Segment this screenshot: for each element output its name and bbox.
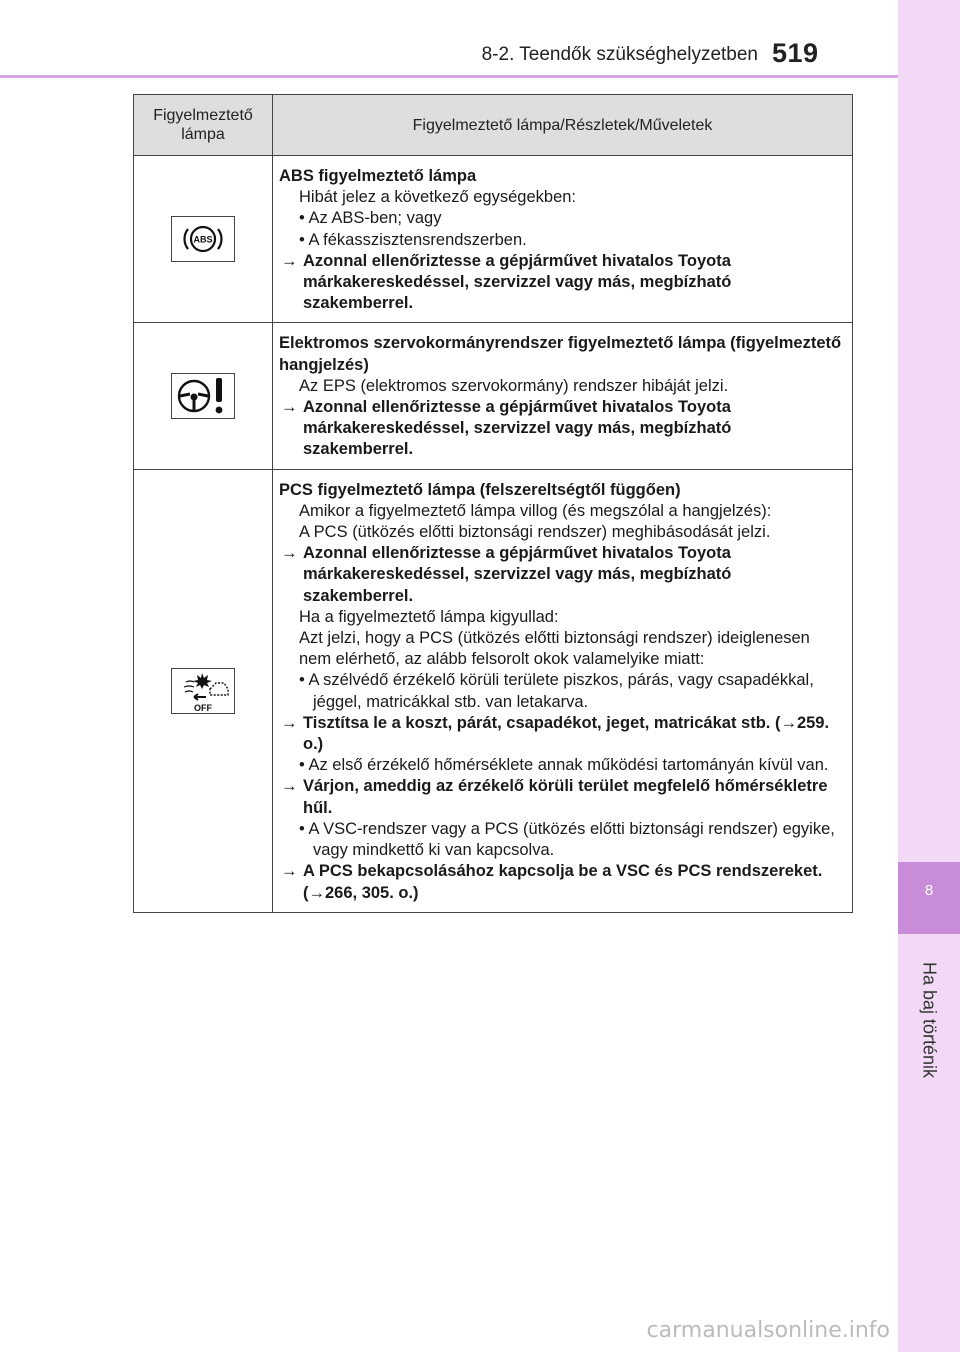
action-text: A PCS bekapcsolásához kapcsolja be a VSC és PCS rendszereket. (	[303, 862, 823, 902]
lamp-description	[273, 156, 853, 323]
action-text: Tisztítsa le a koszt, párát, csapadékot, jeget, matricákat stb. (	[303, 713, 781, 732]
header-divider	[0, 75, 898, 78]
table-header-details: Figyelmeztető lámpa/Részletek/Műveletek	[273, 95, 853, 156]
lamp-title: Elektromos szervokormányrendszer figyelmeztető lámpa (figyelmeztető hangjelzés)	[279, 334, 842, 374]
table-header-row	[134, 95, 853, 156]
lamp-description	[273, 323, 853, 469]
table-row	[134, 469, 853, 912]
watermark: carmanualsonline.info	[646, 1318, 890, 1343]
page-reference[interactable]: 266, 305. o.)	[325, 883, 419, 902]
action-text: Azonnal ellenőriztesse a gépjárművet hivatalos Toyota márkakereskedéssel, szervizzel vagy más, megbízható szakemberrel.	[303, 251, 732, 313]
pcs-off-label: OFF	[194, 702, 212, 713]
warning-lamp-table	[133, 94, 853, 913]
arrow-icon: →	[281, 862, 298, 881]
action-instruction	[279, 776, 842, 818]
table-header-lamp: Figyelmeztető lámpa	[134, 95, 273, 156]
eps-warning-icon	[171, 373, 235, 419]
arrow-icon: →	[281, 713, 298, 732]
lamp-detail-text: Azt jelzi, hogy a PCS (ütközés előtti biztonsági rendszer) ideiglenesen nem elérhető, az alább felsorolt okok valamelyike miatt:	[299, 629, 810, 669]
lamp-detail-text: Hibát jelez a következő egységekben:	[299, 188, 577, 207]
cause-bullet: • Az első érzékelő hőmérséklete annak működési tartományán kívül van.	[299, 756, 829, 775]
action-instruction	[279, 251, 842, 315]
chapter-sidetab	[898, 0, 960, 1352]
arrow-icon: →	[281, 251, 298, 270]
lamp-title: PCS figyelmeztető lámpa (felszereltségtől függően)	[279, 480, 681, 499]
table-row	[134, 156, 853, 323]
lamp-detail-text: Az EPS (elektromos szervokormány) rendszer hibáját jelzi.	[299, 376, 729, 395]
lamp-detail-text: A PCS (ütközés előtti biztonsági rendszer) meghibásodását jelzi.	[299, 523, 771, 542]
chapter-label: Ha baj történik	[919, 961, 940, 1079]
lamp-icon-cell	[134, 323, 273, 469]
cause-bullet: • Az ABS-ben; vagy	[299, 209, 442, 228]
page-ref-arrow-icon: →	[308, 883, 325, 902]
table-row	[134, 323, 853, 469]
action-text: Azonnal ellenőriztesse a gépjárművet hivatalos Toyota márkakereskedéssel, szervizzel vagy más, megbízható szakemberrel.	[303, 544, 732, 605]
arrow-icon: →	[281, 777, 298, 796]
svg-text:ABS: ABS	[193, 234, 213, 245]
action-instruction	[279, 543, 842, 607]
page-reference[interactable]: 259. o.)	[303, 713, 830, 754]
lamp-detail-text: Ha a figyelmeztető lámpa kigyullad:	[299, 607, 559, 626]
page-ref-arrow-icon: →	[780, 713, 797, 732]
action-text: Azonnal ellenőriztesse a gépjárművet hivatalos Toyota márkakereskedéssel, szervizzel vagy más, megbízható szakemberrel.	[303, 398, 732, 459]
arrow-icon: →	[281, 544, 298, 563]
section-title: 8-2. Teendők szükséghelyzetben	[481, 44, 758, 65]
pcs-off-icon	[171, 668, 235, 714]
cause-bullet: • A fékasszisztensrendszerben.	[299, 230, 527, 249]
lamp-icon-cell	[134, 469, 273, 912]
action-instruction	[279, 861, 842, 903]
chapter-number: 8	[924, 882, 934, 899]
cause-bullet: • A szélvédő érzékelő körüli területe piszkos, párás, vagy csapadékkal, jéggel, matricákkal stb. van letakarva.	[299, 671, 814, 711]
action-instruction	[279, 713, 842, 755]
arrow-icon: →	[281, 398, 298, 417]
lamp-icon-cell	[134, 156, 273, 323]
lamp-description	[273, 469, 853, 912]
action-instruction	[279, 397, 842, 461]
abs-warning-icon	[171, 216, 235, 262]
action-text: Várjon, ameddig az érzékelő körüli terület megfelelő hőmérsékletre hűl.	[303, 777, 828, 817]
cause-bullet: • A VSC-rendszer vagy a PCS (ütközés előtti biztonsági rendszer) egyike, vagy mindkettő ki van kapcsolva.	[299, 819, 835, 860]
lamp-title: ABS figyelmeztető lámpa	[279, 167, 477, 185]
page-number: 519	[772, 38, 819, 68]
lamp-detail-text: Amikor a figyelmeztető lámpa villog (és megszólal a hangjelzés):	[299, 501, 772, 520]
